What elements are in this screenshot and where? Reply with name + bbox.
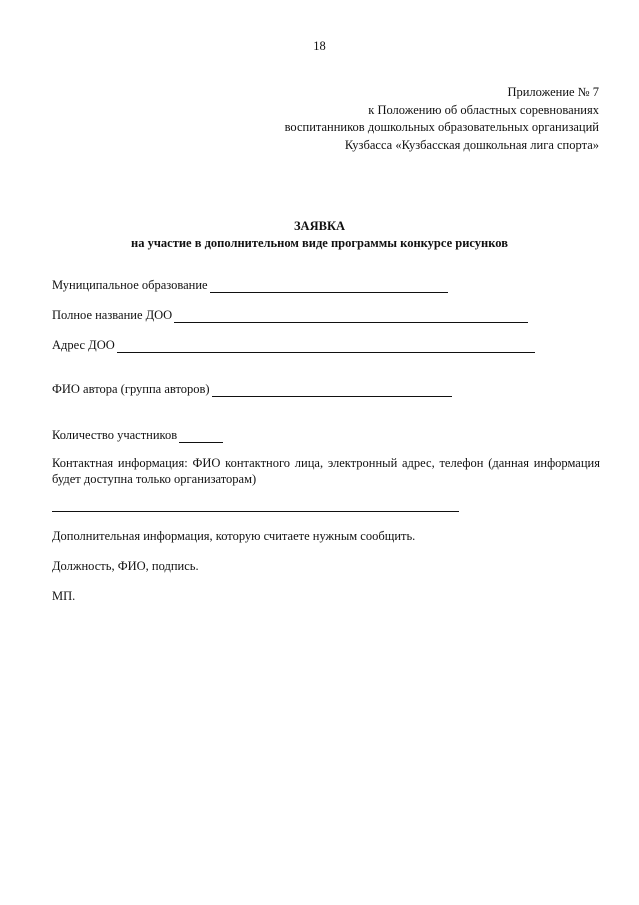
form-title — [0, 218, 639, 252]
author-row — [52, 381, 452, 397]
stamp-text: МП. — [52, 589, 76, 603]
page-number: 18 — [313, 39, 326, 53]
address-field[interactable] — [117, 340, 535, 353]
appendix-line-2: к Положению об областных соревнованиях — [368, 102, 599, 117]
participants-label: Количество участников — [52, 428, 178, 442]
appendix-line-4: Кузбасса «Кузбасская дошкольная лига спорта» — [344, 137, 599, 152]
contact-info-text: Контактная информация: ФИО контактного лица, электронный адрес, телефон (данная информация будет доступна только организаторам) — [52, 456, 600, 487]
additional-info-text: Дополнительная информация, которую считаете нужным сообщить. — [52, 529, 416, 543]
full-name-field[interactable] — [174, 310, 528, 323]
municipality-label: Муниципальное образование — [52, 278, 208, 292]
author-label: ФИО автора (группа авторов) — [52, 382, 210, 396]
title-heading: ЗАЯВКА — [293, 219, 346, 233]
municipality-field[interactable] — [210, 280, 448, 293]
full-name-label: Полное название ДОО — [52, 308, 173, 322]
participants-field[interactable] — [179, 430, 223, 443]
participants-row — [52, 427, 223, 443]
full-name-row — [52, 307, 528, 323]
address-label: Адрес ДОО — [52, 338, 115, 352]
appendix-line-3: воспитанников дошкольных образовательных организаций — [284, 120, 599, 134]
appendix-line-1: Приложение № 7 — [507, 85, 599, 99]
author-field[interactable] — [212, 384, 452, 397]
municipality-row — [52, 277, 448, 293]
appendix-header — [179, 84, 599, 154]
address-row — [52, 337, 535, 353]
title-subheading: на участие в дополнительном виде программы конкурсе рисунков — [131, 235, 508, 250]
contact-info-field[interactable] — [52, 510, 459, 512]
position-signature-text: Должность, ФИО, подпись. — [52, 559, 199, 573]
